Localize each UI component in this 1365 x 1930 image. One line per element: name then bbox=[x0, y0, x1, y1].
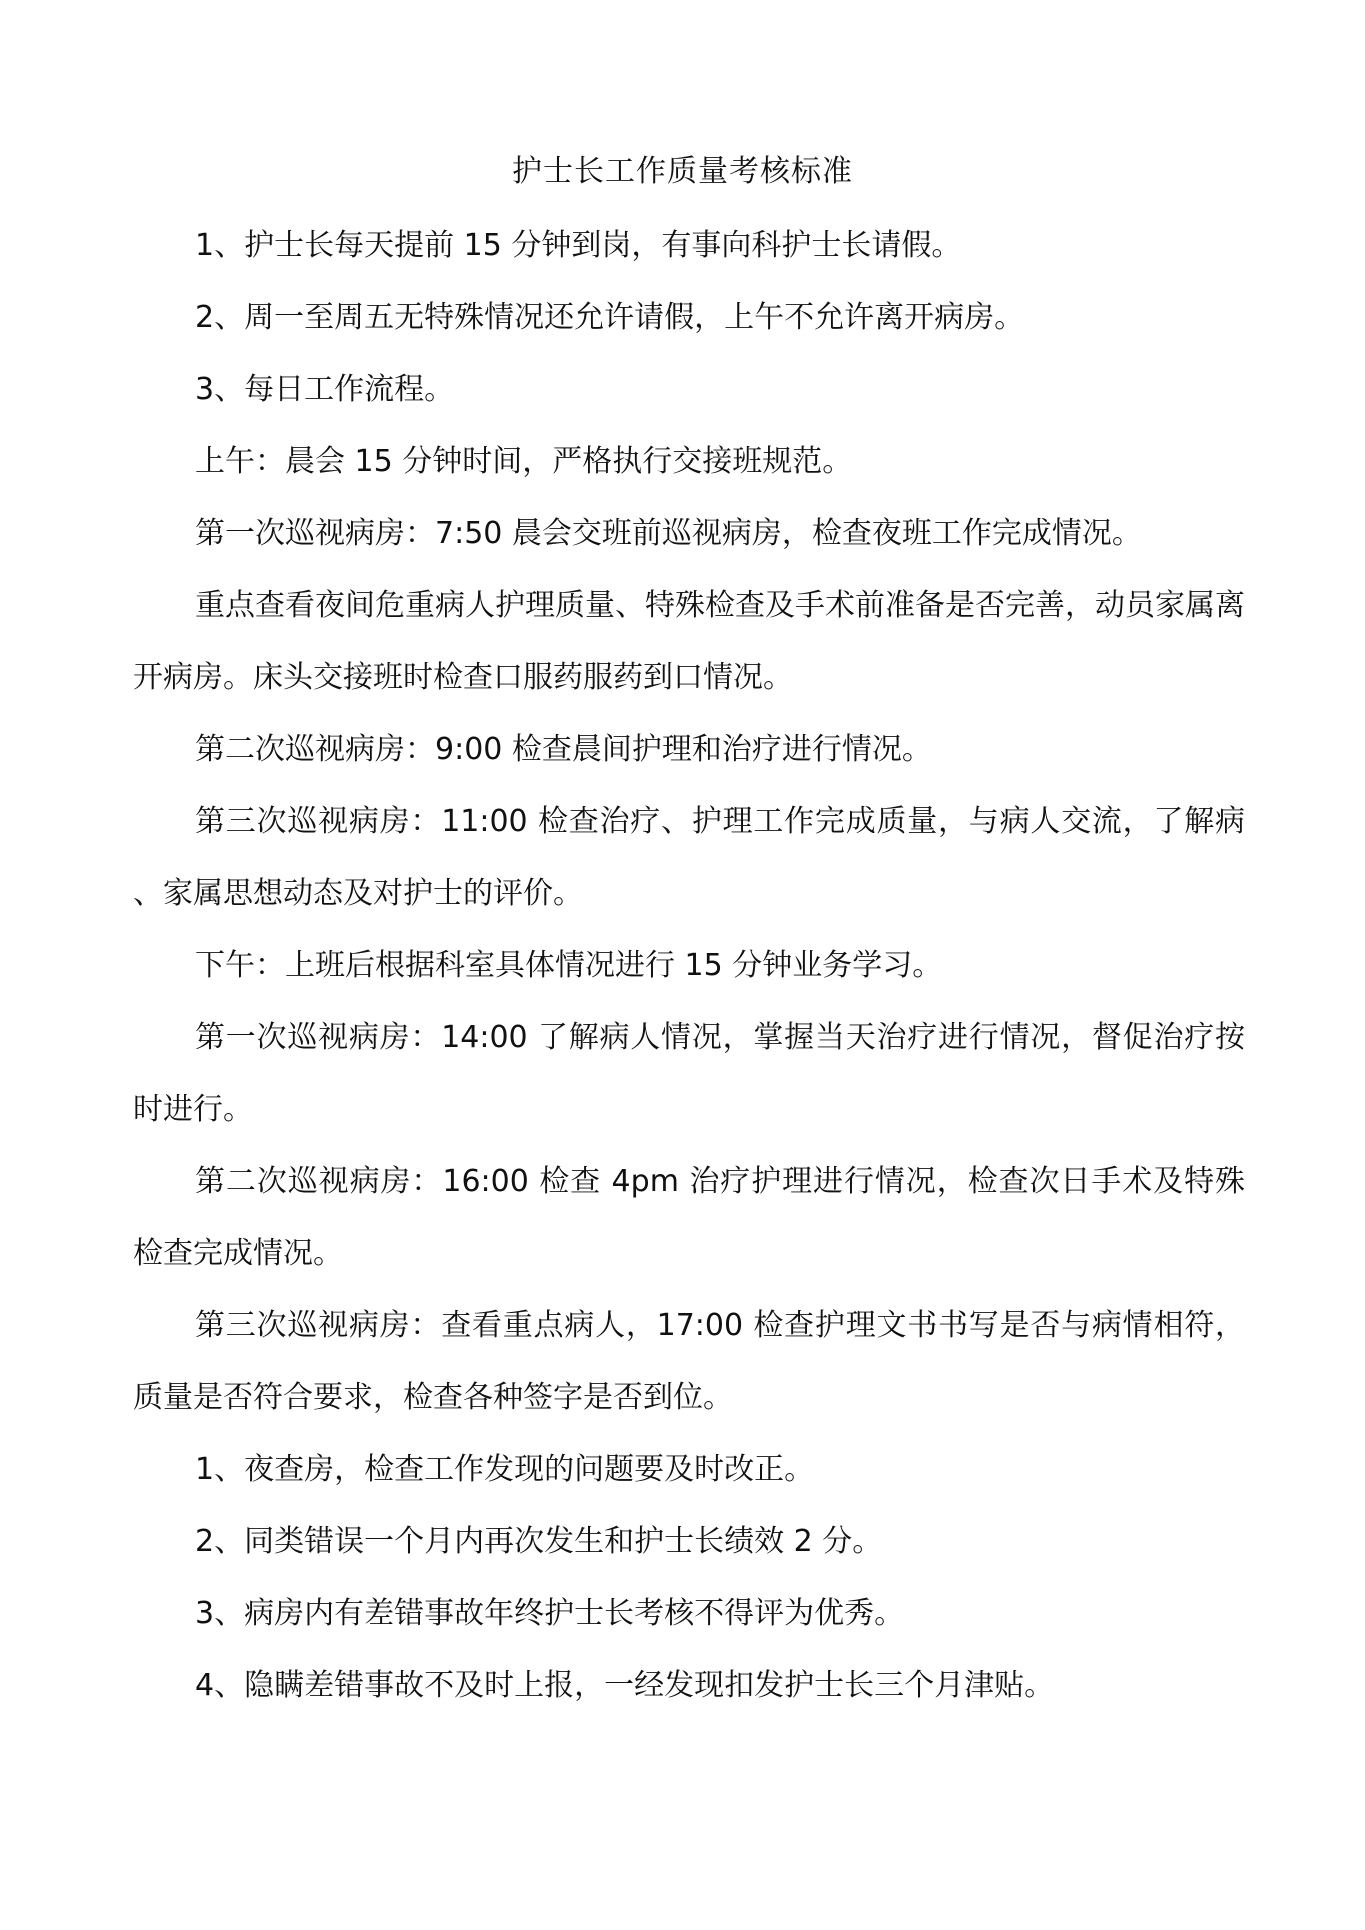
paragraph-7: 第二次巡视病房：9:00 检查晨间护理和治疗进行情况。 bbox=[195, 732, 932, 767]
paragraph-4: 上午：晨会 15 分钟时间，严格执行交接班规范。 bbox=[195, 444, 853, 479]
paragraph-16: 4、隐瞒差错事故不及时上报，一经发现扣发护士长三个月津贴。 bbox=[195, 1668, 1055, 1703]
paragraph-1: 1、护士长每天提前 15 分钟到岗，有事向科护士长请假。 bbox=[195, 228, 962, 263]
paragraph-15: 3、病房内有差错事故年终护士长考核不得评为优秀。 bbox=[195, 1596, 905, 1631]
paragraph-13: 1、夜查房，检查工作发现的问题要及时改正。 bbox=[195, 1452, 815, 1487]
paragraph-6: 重点查看夜间危重病人护理质量、特殊检查及手术前准备是否完善，动员家属离开病房。床头交接班时检查口服药服药到口情况。 bbox=[133, 588, 1245, 695]
paragraph-8: 第三次巡视病房：11:00 检查治疗、护理工作完成质量，与病人交流，了解病 、家属思想动态及对护士的评价。 bbox=[133, 804, 1245, 911]
paragraph-3: 3、每日工作流程。 bbox=[195, 372, 455, 407]
document-body bbox=[133, 210, 1245, 1722]
paragraph-5: 第一次巡视病房：7:50 晨会交班前巡视病房，检查夜班工作完成情况。 bbox=[195, 516, 1142, 551]
paragraph-2: 2、周一至周五无特殊情况还允许请假，上午不允许离开病房。 bbox=[195, 300, 1025, 335]
paragraph-9: 下午：上班后根据科室具体情况进行 15 分钟业务学习。 bbox=[195, 948, 943, 983]
document-title: 护士长工作质量考核标准 bbox=[512, 154, 853, 189]
paragraph-10: 第一次巡视病房：14:00 了解病人情况，掌握当天治疗进行情况，督促治疗按时进行。 bbox=[133, 1020, 1245, 1127]
paragraph-12: 第三次巡视病房：查看重点病人，17:00 检查护理文书书写是否与病情相符，质量是否符合要求，检查各种签字是否到位。 bbox=[133, 1308, 1245, 1415]
paragraph-11: 第二次巡视病房：16:00 检查 4pm 治疗护理进行情况，检查次日手术及特殊检查完成情况。 bbox=[133, 1164, 1245, 1271]
paragraph-14: 2、同类错误一个月内再次发生和护士长绩效 2 分。 bbox=[195, 1524, 883, 1559]
